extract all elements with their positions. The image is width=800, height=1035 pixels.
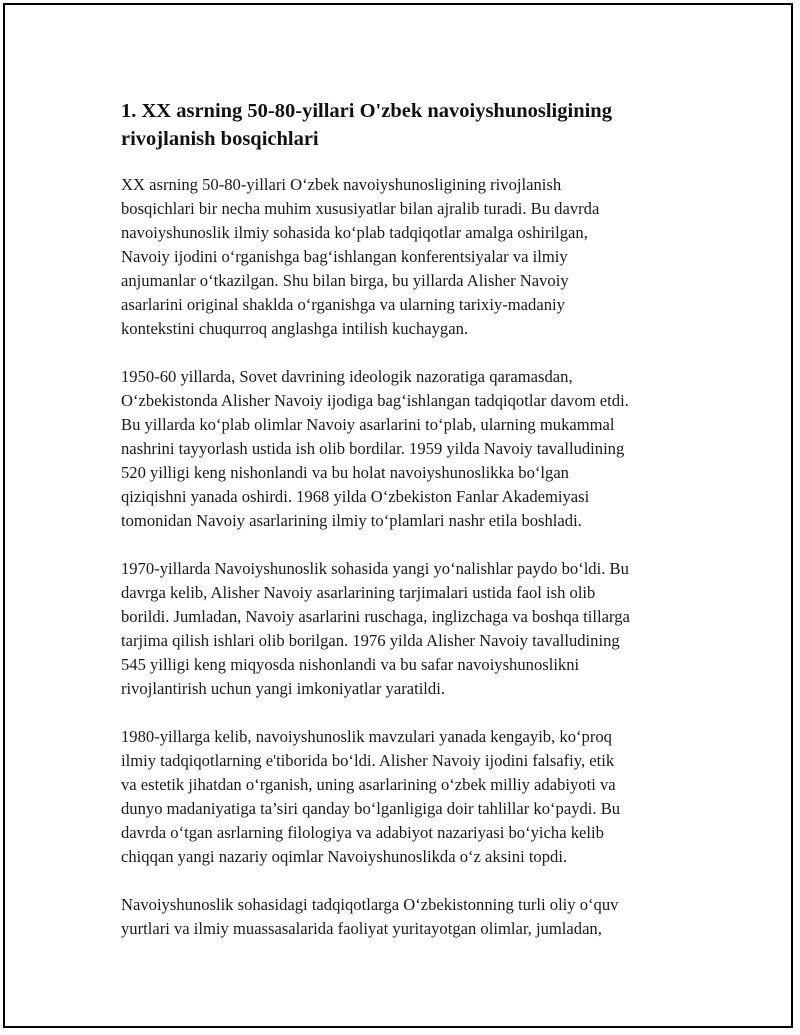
section-heading: 1. XX asrning 50-80-yillari O'zbek navoiyshunosligining rivojlanish bosqichlari [121,100,612,150]
paragraph-researchers: Navoiyshunoslik sohasidagi tadqiqotlarga O‘zbekistonning turli oliy o‘quv yurtlari va ilmiy muassasalarida faoliyat yuritayotgan olimlar, jumladan, [121,895,619,938]
document-body [121,97,691,965]
paragraph-1980s: 1980-yillarga kelib, navoiyshunoslik mavzulari yanada kengayib, ko‘proq ilmiy tadqiqotlarning e'tiborida bo‘ldi. Alisher Navoiy ijodini falsafiy, etik va estetik jihatdan o‘rganish, uning asarlarining o‘zbek milliy adabiyoti va dunyo madaniyatiga ta’siri qanday bo‘lganligiga doir tahlillar ko‘paydi. Bu davrda o‘tgan asrlarning filologiya va adabiyot nazariyasi bo‘yicha kelib chiqqan yangi nazariy oqimlar Navoiyshunoslikda o‘z aksini topdi. [121,727,621,866]
paragraph-1950s-60s: 1950-60 yillarda, Sovet davrining ideologik nazoratiga qaramasdan, O‘zbekistonda Alisher Navoiy ijodiga bag‘ishlangan tadqiqotlar davom etdi. Bu yillarda ko‘plab olimlar Navoiy asarlarini to‘plab, ularning mukammal nashrini tayyorlash ustida ish olib bordilar. 1959 yilda Navoiy tavalludining 520 yilligi keng nishonlandi va bu holat navoiyshunoslikka bo‘lgan qiziqishni yanada oshirdi. 1968 yilda O‘zbekiston Fanlar Akademiyasi tomonidan Navoiy asarlarining ilmiy to‘plamlari nashr etila boshladi. [121,367,629,530]
document-page [3,3,793,1028]
paragraph-1970s: 1970-yillarda Navoiyshunoslik sohasida yangi yo‘nalishlar paydo bo‘ldi. Bu davrga kelib, Alisher Navoiy asarlarining tarjimalari ustida faol ish olib borildi. Jumladan, Navoiy asarlarini ruschaga, inglizchaga va boshqa tillarga tarjima qilish ishlari olib borilgan. 1976 yilda Alisher Navoiy tavalludining 545 yilligi keng miqyosda nishonlandi va bu safar navoiyshunoslikni rivojlantirish uchun yangi imkoniyatlar yaratildi. [121,559,630,698]
paragraph-intro: XX asrning 50-80-yillari O‘zbek navoiyshunosligining rivojlanish bosqichlari bir necha muhim xususiyatlar bilan ajralib turadi. Bu davrda navoiyshunoslik ilmiy sohasida ko‘plab tadqiqotlar amalga oshirilgan, Navoiy ijodini o‘rganishga bag‘ishlangan konferentsiyalar va ilmiy anjumanlar o‘tkazilgan. Shu bilan birga, bu yillarda Alisher Navoiy asarlarini original shaklda o‘rganishga va ularning tarixiy-madaniy kontekstini chuqurroq anglashga intilish kuchaygan. [121,175,600,338]
